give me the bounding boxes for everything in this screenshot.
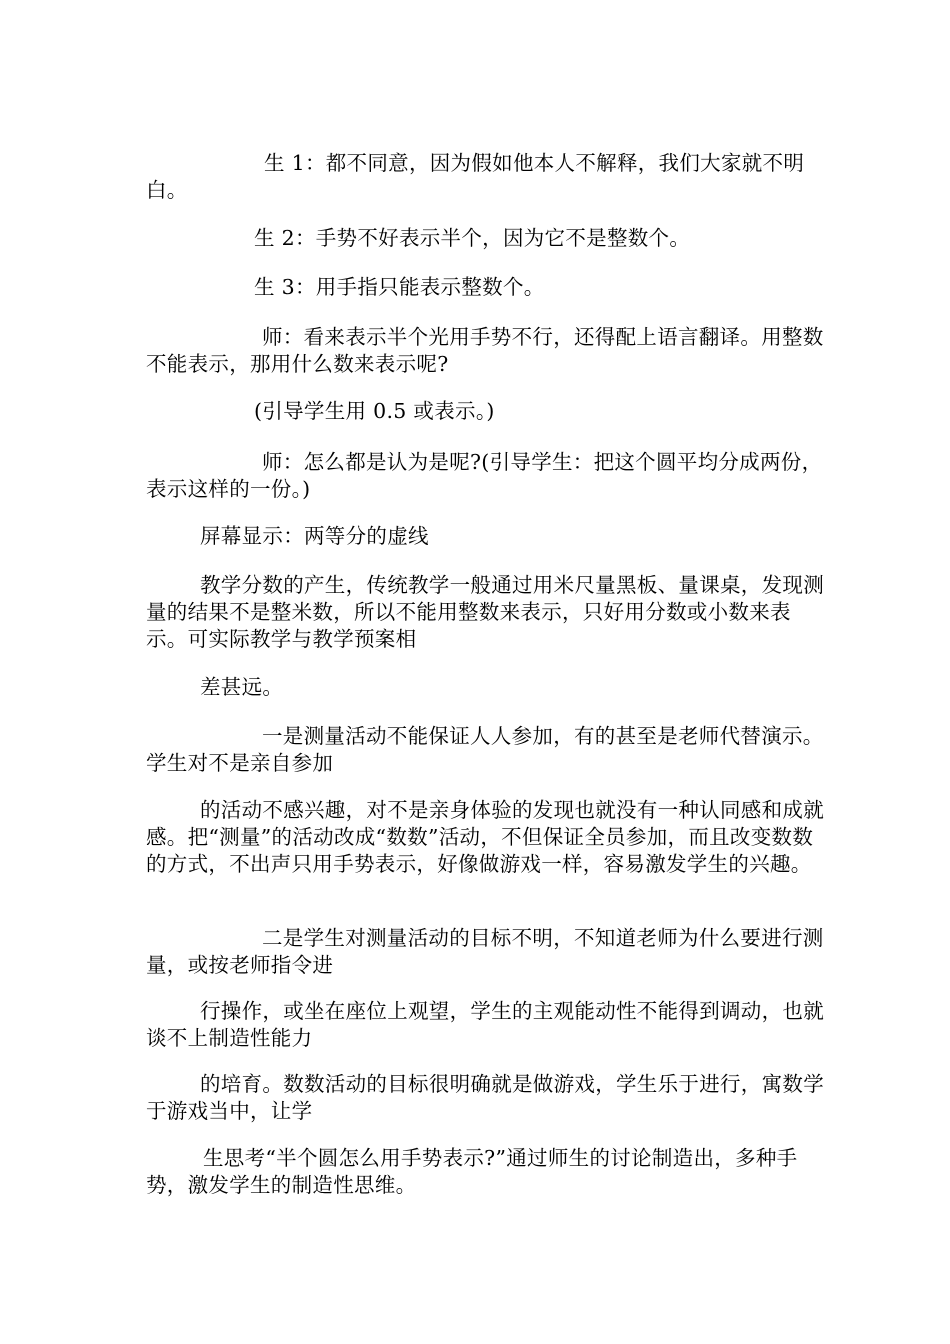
paragraph-point-1: 一是测量活动不能保证人人参加，有的甚至是老师代替演示。学生对不是亲自参加 (146, 724, 824, 775)
paragraph-point-2: 二是学生对测量活动的目标不明，不知道老师为什么要进行测量，或按老师指令进 (146, 926, 824, 977)
paragraph-reflection-1: 教学分数的产生，传统教学一般通过用米尺量黑板、量课桌，发现测量的结果不是整米数，所以不能用整数来表示，只好用分数或小数来表示。可实际教学与教学预案相 (146, 573, 824, 651)
paragraph-teacher-1: 师：看来表示半个光用手势不行，还得配上语言翻译。用整数不能表示，那用什么数来表示呢? (146, 325, 824, 376)
paragraph-student-3: 生 3：用手指只能表示整数个。 (254, 275, 545, 299)
paragraph-point-2-cont-2: 的培育。数数活动的目标很明确就是做游戏，学生乐于进行，寓数学于游戏当中，让学 (146, 1072, 824, 1123)
paragraph-guide: (引导学生用 0.5 或表示。) (254, 399, 495, 423)
paragraph-point-2-cont-3: 生思考“半个圆怎么用手势表示?”通过师生的讨论制造出，多种手势，激发学生的制造性思维。 (146, 1146, 798, 1197)
paragraph-point-2-cont: 行操作，或坐在座位上观望，学生的主观能动性不能得到调动，也就谈不上制造性能力 (146, 999, 824, 1050)
paragraph-teacher-2: 师：怎么都是认为是呢?(引导学生：把这个圆平均分成两份，表示这样的一份。) (146, 450, 823, 501)
paragraph-reflection-2: 差甚远。 (200, 675, 284, 699)
paragraph-point-1-cont: 的活动不感兴趣，对不是亲身体验的发现也就没有一种认同感和成就感。把“测量”的活动改成“数数”活动，不但保证全员参加，而且改变数数的方式，不出声只用手势表示，好像做游戏一样，容易激发学生的兴趣。 (146, 798, 824, 876)
paragraph-student-2: 生 2：手势不好表示半个，因为它不是整数个。 (254, 226, 691, 250)
paragraph-student-1: 生 1：都不同意，因为假如他本人不解释，我们大家就不明白。 (146, 151, 805, 202)
paragraph-screen-display: 屏幕显示：两等分的虚线 (200, 524, 429, 548)
